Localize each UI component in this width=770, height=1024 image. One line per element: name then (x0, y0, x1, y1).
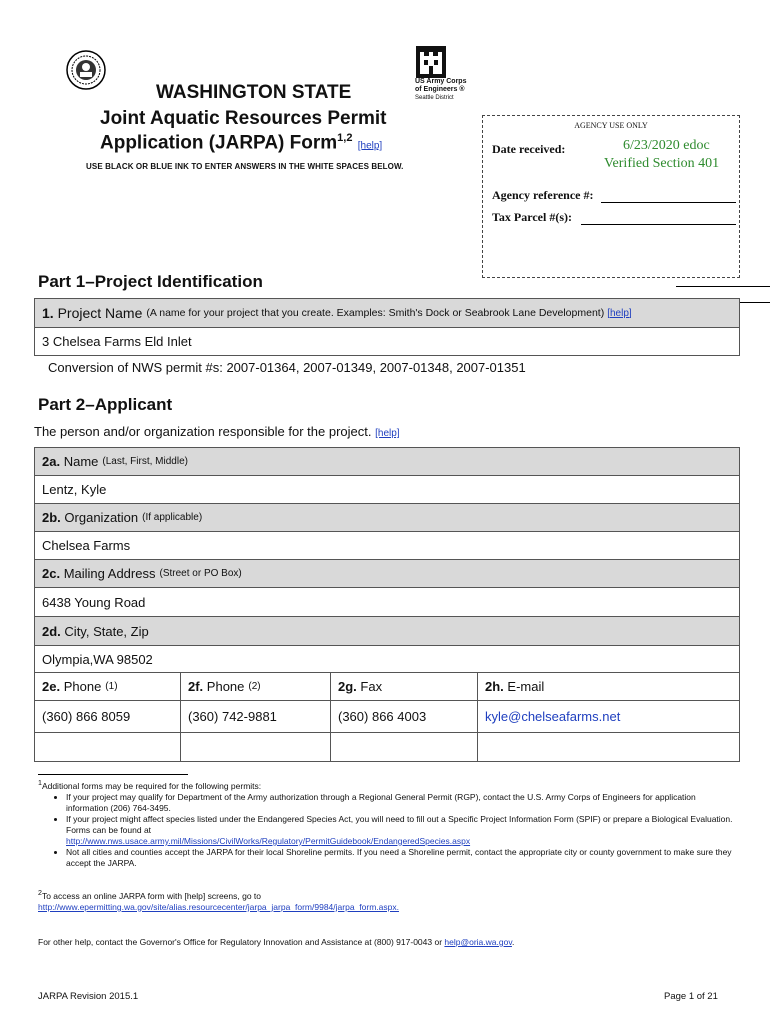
q2g-number: 2g. (338, 679, 357, 694)
tax-parcel-label: Tax Parcel #(s): (492, 210, 572, 224)
q2a-number: 2a. (42, 454, 61, 469)
q2d-number: 2d. (42, 623, 61, 639)
phone1-field[interactable]: (360) 866 8059 (34, 700, 181, 733)
q1-label: Project Name (57, 305, 143, 321)
agency-use-box (482, 115, 740, 278)
date-received-value: 6/23/2020 edoc (623, 138, 710, 153)
revision-label: JARPA Revision 2015.1 (38, 991, 139, 1002)
fax-header (330, 672, 478, 701)
fn1-intro: Additional forms may be required for the following permits: (41, 780, 262, 791)
fn2-mark: 2 (38, 889, 42, 897)
extra-cell[interactable] (34, 732, 181, 762)
agency-reference-field[interactable] (601, 202, 736, 203)
name-header (34, 447, 740, 476)
part2-help-link[interactable]: [help] (375, 428, 400, 439)
agency-use-title: AGENCY USE ONLY (574, 121, 648, 130)
agency-reference-label: Agency reference #: (492, 188, 594, 202)
title-footnote-marks: 1,2 (337, 132, 353, 144)
fn1-mark: 1 (38, 779, 42, 787)
q2e-hint: (1) (105, 681, 118, 692)
phone1-header (34, 672, 181, 701)
usace-line2: of Engineers ® (415, 86, 465, 93)
footnote-2 (38, 888, 738, 913)
city-state-zip-header (34, 616, 740, 646)
washington-state-seal-icon (66, 50, 106, 90)
usace-line3: Seattle District (415, 95, 454, 101)
extra-cell[interactable] (477, 732, 740, 762)
title-help-link[interactable]: [help] (357, 140, 383, 152)
tax-parcel-field[interactable] (581, 224, 736, 225)
q2b-hint: (If applicable) (142, 512, 203, 523)
q2e-number: 2e. (42, 679, 61, 694)
esa-forms-link[interactable]: http://www.nws.usace.army.mil/Missions/CivilWorks/Regulatory/PermitGuidebook/EndangeredSpecies.aspx (66, 835, 471, 846)
q1-help-link[interactable]: [help] (607, 307, 632, 319)
extra-cell[interactable] (330, 732, 478, 762)
ink-instructions: USE BLACK OR BLUE INK TO ENTER ANSWERS IN THE WHITE SPACES BELOW. (86, 162, 404, 171)
mailing-address-header (34, 559, 740, 588)
q2a-label: Name (63, 454, 99, 469)
q2f-number: 2f. (188, 679, 204, 694)
fn1-bullet-shoreline: • Not all cities and counties accept the JARPA for their local Shoreline permits. If you need a Shoreline permit, contact the appropriate city or county government to make sure they accept the JARPA. (66, 847, 738, 869)
fn1-esa-text: If your project might affect species listed under the Endangered Species Act, you will need to fill out a Specific Project Information Form (SPIF) or prepare a Biological Evaluation. Forms can be found at (66, 813, 733, 835)
oria-email-link[interactable]: help@oria.wa.gov (444, 937, 512, 947)
form-title-text: Application (JARPA) Form (100, 132, 338, 154)
q2f-hint: (2) (248, 681, 261, 692)
fn1-bullet-rgp: • If your project may qualify for Department of the Army authorization through a Regional General Permit (RGP), contact the U.S. Army Corps of Engineers for application information (206) 764-3495. (66, 792, 738, 814)
q2b-label: Organization (64, 510, 139, 525)
name-field[interactable]: Lentz, Kyle (34, 475, 740, 504)
q2b-number: 2b. (42, 510, 61, 525)
q1-number: 1. (42, 305, 54, 321)
q2g-label: Fax (360, 679, 383, 694)
verified-note: Verified Section 401 (604, 156, 720, 171)
mailing-address-field[interactable]: 6438 Young Road (34, 587, 740, 617)
email-field[interactable]: kyle@chelseafarms.net (477, 700, 740, 733)
part2-title: Part 2–Applicant (38, 395, 173, 414)
q2c-hint: (Street or PO Box) (159, 568, 242, 579)
q2a-hint: (Last, First, Middle) (102, 456, 188, 467)
organization-field[interactable]: Chelsea Farms (34, 531, 740, 560)
other-help-text: For other help, contact the Governor's Office for Regulatory Innovation and Assistance at (800) 917-0043 or (38, 937, 443, 947)
q2f-label: Phone (206, 679, 245, 694)
part1-title: Part 1–Project Identification (38, 272, 263, 291)
jarpa-online-link[interactable]: http://www.epermitting.wa.gov/site/alias.resourcecenter/jarpa_jarpa_form/9984/jarpa_form.aspx. (38, 901, 399, 912)
project-name-field[interactable]: 3 Chelsea Farms Eld Inlet (34, 327, 740, 356)
form-title-line1: Joint Aquatic Resources Permit (100, 108, 387, 129)
part2-intro-text: The person and/or organization responsible for the project. (34, 424, 372, 439)
q2d-label: City, State, Zip (64, 623, 149, 639)
organization-header (34, 503, 740, 532)
fax-field[interactable]: (360) 866 4003 (330, 700, 478, 733)
project-name-header (34, 298, 740, 328)
email-header (477, 672, 740, 701)
phone2-field[interactable]: (360) 742-9881 (180, 700, 331, 733)
divider (738, 302, 770, 303)
q1-hint: (A name for your project that you create. Examples: Smith's Dock or Seabrook Lane Development) (146, 307, 605, 319)
date-received-label: Date received: (492, 142, 566, 156)
phone2-header (180, 672, 331, 701)
page-number: Page 1 of 21 (664, 991, 718, 1002)
footnote-1 (38, 778, 738, 869)
q2c-label: Mailing Address (63, 566, 156, 581)
usace-line1: US Army Corps (415, 78, 467, 85)
footnote-rule (38, 774, 188, 775)
other-help: For other help, contact the Governor's Office for Regulatory Innovation and Assistance at (800) 917-0043 or help@oria.wa.gov. (38, 937, 515, 947)
usace-wordmark (415, 78, 466, 102)
usace-castle-icon (416, 46, 446, 78)
fn1-bullet-esa (66, 814, 738, 847)
state-heading: WASHINGTON STATE (156, 82, 352, 103)
extra-cell[interactable] (180, 732, 331, 762)
q2h-number: 2h. (485, 679, 504, 694)
q2h-label: E-mail (507, 679, 545, 694)
part2-intro (34, 424, 400, 439)
city-state-zip-field[interactable]: Olympia,WA 98502 (34, 645, 740, 673)
q2c-number: 2c. (42, 566, 61, 581)
divider (676, 286, 770, 287)
nws-permit-note: Conversion of NWS permit #s: 2007-01364, 2007-01349, 2007-01348, 2007-01351 (48, 360, 526, 375)
q2e-label: Phone (63, 679, 102, 694)
fn2-text: To access an online JARPA form with [help] screens, go to (41, 890, 261, 901)
form-title-line2 (100, 132, 382, 154)
